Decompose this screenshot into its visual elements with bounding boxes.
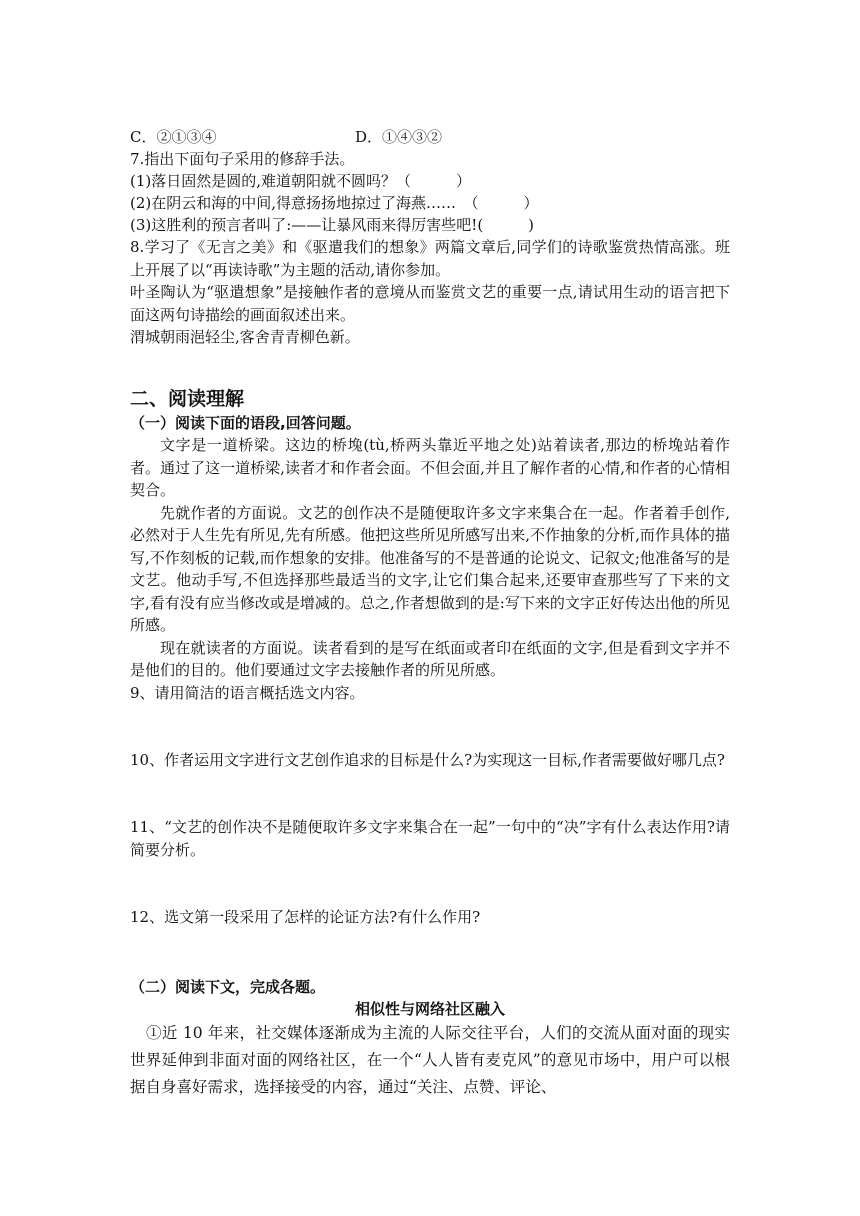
part-2-title: （二）阅读下文，完成各题。	[130, 978, 326, 996]
question-11: 11、“文艺的创作决不是随便取许多文字来集合在一起”一句中的“决”字有什么表达作用?请简要分析。	[130, 818, 730, 859]
option-d: D．①④③②	[355, 128, 443, 146]
passage-paragraph-1: 文字是一道桥梁。这边的桥堍(tù,桥两头靠近平地之处)站着读者,那边的桥堍站着作者。通过了这一道桥梁,读者才和作者会面。不但会面,并且了解作者的心情,和作者的心情相契合。	[130, 436, 730, 499]
passage-paragraph-3: 现在就读者的方面说。读者看到的是写在纸面或者印在纸面的文字,但是看到文字并不是他们的目的。他们要通过文字去接触作者的所见所感。	[130, 638, 730, 679]
question-8-task: 叶圣陶认为“驱遣想象”是接触作者的意境从而鉴赏文艺的重要一点,请试用生动的语言把下面这两句诗描绘的画面叙述出来。	[130, 283, 730, 324]
answer-space-11	[130, 861, 730, 906]
question-7-item-2: (2)在阴云和海的中间,得意扬扬地掠过了海燕…… （ ）	[130, 194, 539, 212]
question-10: 10、作者运用文字进行文艺创作追求的目标是什么?为实现这一目标,作者需要做好哪几点?	[130, 750, 725, 769]
question-9: 9、请用简洁的语言概括选文内容。	[130, 683, 365, 702]
answer-space-9	[130, 704, 730, 749]
question-7-item-1: (1)落日固然是圆的,难道朝阳就不圆吗？（ ）	[130, 172, 472, 190]
part-1-title: （一）阅读下面的语段,回答问题。	[130, 414, 361, 432]
question-12: 12、选文第一段采用了怎样的论证方法?有什么作用?	[130, 908, 481, 926]
passage-paragraph-2: 先就作者的方面说。文艺的创作决不是随便取许多文字来集合在一起。作者着手创作,必然对于人生先有所见,先有所感。他把这些所见所感写出来,不作抽象的分析,而作具体的描写,不作刻板的记载,而作想象的安排。他准备写的不是普通的论说文、记叙文;他准备写的是文艺。他动手写,不但选择那些最适当的文字,让它们集合起来,还要审查那些写了下来的文字,看有没有应当修改或是增减的。总之,作者想做到的是:写下来的文字正好传达出他的所见所感。	[130, 503, 730, 634]
option-c: C．②①③④	[130, 128, 217, 146]
article-title: 相似性与网络社区融入	[354, 1000, 505, 1018]
answer-space-10	[130, 771, 730, 816]
article-paragraph-1: ①近 10 年来，社交媒体逐渐成为主流的人际交往平台，人们的交流从面对面的现实世界延伸到非面对面的网络社区，在一个“人人皆有麦克风”的意见市场中，用户可以根据自身喜好需求，选择接受的内容，通过“关注、点赞、评论、	[130, 1024, 730, 1096]
question-8-stem: 8.学习了《无言之美》和《驱遣我们的想象》两篇文章后,同学们的诗歌鉴赏热情高涨。班上开展了以“再读诗歌”为主题的活动,请你参加。	[130, 238, 730, 279]
multiple-choice-options	[130, 126, 730, 148]
section-2-title: 二、阅读理解	[130, 388, 245, 410]
question-7-item-3: (3)这胜利的预言者叫了:——让暴风雨来得厉害些吧!( )	[130, 216, 535, 234]
question-8-poem: 渭城朝雨浥轻尘,客舍青青柳色新。	[130, 328, 360, 346]
question-7-stem: 7.指出下面句子采用的修辞手法。	[130, 150, 355, 168]
answer-space-12	[130, 928, 730, 976]
document-page	[130, 126, 730, 1101]
